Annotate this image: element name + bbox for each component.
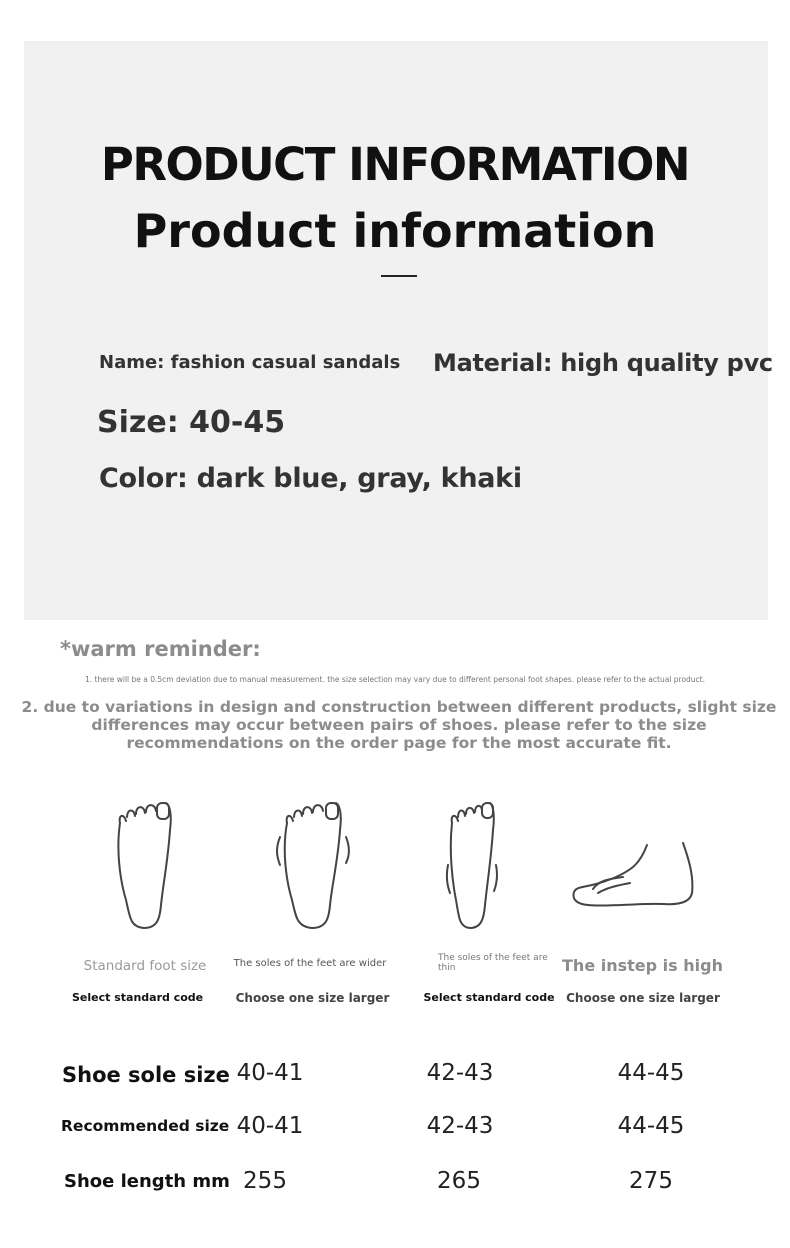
standard-foot-icon xyxy=(108,795,183,935)
cell-shoe-length-1: 255 xyxy=(243,1168,287,1194)
foot-caption-thin: The soles of the feet are thin xyxy=(438,953,548,973)
wide-foot-icon xyxy=(270,795,355,935)
foot-advice-thin: Select standard code xyxy=(423,991,555,1004)
product-material: Material: high quality pvc xyxy=(433,349,773,377)
reminder-note-2: 2. due to variations in design and construction between different products, slight size differences may occur between pairs of shoes. please refer to the size recommendations on the order page for the most accurate fit. xyxy=(21,698,777,752)
title-uppercase: PRODUCT INFORMATION xyxy=(100,138,690,191)
high-instep-foot-icon xyxy=(568,795,698,910)
cell-recommended-size-1: 40-41 xyxy=(236,1113,304,1139)
cell-recommended-size-3: 44-45 xyxy=(617,1113,685,1139)
product-size: Size: 40-45 xyxy=(97,405,286,440)
cell-sole-size-1: 40-41 xyxy=(236,1060,304,1086)
page-title: Product information xyxy=(133,204,657,258)
title-divider xyxy=(381,275,417,277)
row-label-shoe-length: Shoe length mm xyxy=(64,1171,230,1192)
cell-sole-size-2: 42-43 xyxy=(426,1060,494,1086)
foot-advice-standard: Select standard code xyxy=(72,991,204,1004)
cell-sole-size-3: 44-45 xyxy=(617,1060,685,1086)
cell-shoe-length-3: 275 xyxy=(629,1168,673,1194)
info-panel xyxy=(24,41,768,620)
foot-advice-wide: Choose one size larger xyxy=(235,991,390,1005)
reminder-note-1: 1. there will be a 0.5cm deviation due to manual measurement. the size selection may vary due to different personal foot shapes. please refer to the actual product. xyxy=(84,675,706,684)
foot-caption-standard: Standard foot size xyxy=(83,958,207,974)
cell-recommended-size-2: 42-43 xyxy=(426,1113,494,1139)
row-label-recommended-size: Recommended size xyxy=(61,1117,230,1135)
foot-caption-wide: The soles of the feet are wider xyxy=(233,958,387,969)
foot-caption-high-instep: The instep is high xyxy=(562,956,723,975)
product-name: Name: fashion casual sandals xyxy=(99,352,401,373)
row-label-sole-size: Shoe sole size xyxy=(62,1063,230,1087)
thin-foot-icon xyxy=(438,795,508,935)
product-color: Color: dark blue, gray, khaki xyxy=(99,463,522,494)
cell-shoe-length-2: 265 xyxy=(437,1168,481,1194)
reminder-heading: *warm reminder: xyxy=(60,637,261,661)
foot-advice-high-instep: Choose one size larger xyxy=(566,991,720,1005)
